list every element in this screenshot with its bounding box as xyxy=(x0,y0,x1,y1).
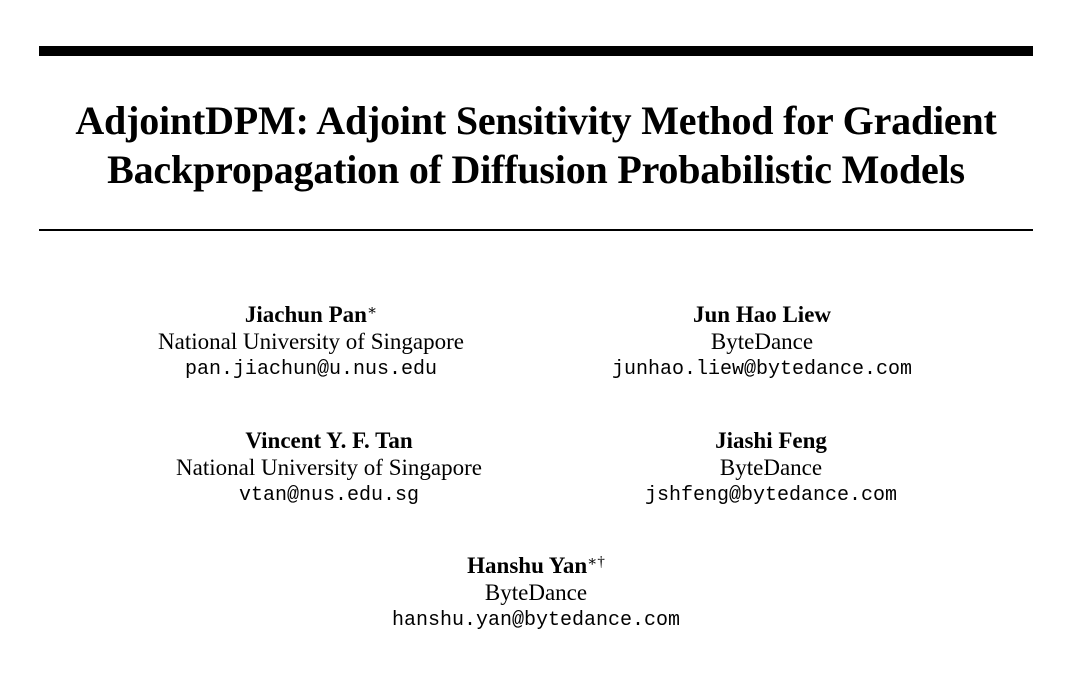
author-footnote-mark: ∗† xyxy=(587,554,605,570)
author-affiliation: National University of Singapore xyxy=(158,329,464,354)
author-footnote-mark: ∗ xyxy=(366,303,378,319)
author-email: pan.jiachun@u.nus.edu xyxy=(184,358,438,381)
author-block-jiashi-feng xyxy=(561,427,981,510)
author-name: Jiachun Pan∗ xyxy=(244,302,378,327)
title-top-rule xyxy=(39,46,1033,56)
author-affiliation: ByteDance xyxy=(710,329,814,354)
author-name: Vincent Y. F. Tan xyxy=(245,428,413,453)
author-email: hanshu.yan@bytedance.com xyxy=(391,609,681,632)
author-block-jiachun-pan xyxy=(101,301,521,384)
author-affiliation: ByteDance xyxy=(719,455,823,480)
author-affiliation: ByteDance xyxy=(484,580,588,605)
paper-title xyxy=(0,96,1072,194)
author-email: junhao.liew@bytedance.com xyxy=(611,358,913,381)
author-email: vtan@nus.edu.sg xyxy=(238,484,420,507)
title-line-2: Backpropagation of Diffusion Probabilistic Models xyxy=(107,147,965,192)
author-email: jshfeng@bytedance.com xyxy=(644,484,898,507)
author-name: Jiashi Feng xyxy=(715,428,827,453)
author-block-hanshu-yan xyxy=(326,552,746,635)
author-affiliation: National University of Singapore xyxy=(176,455,482,480)
author-name: Hanshu Yan∗† xyxy=(467,553,605,578)
title-bottom-rule xyxy=(39,229,1033,231)
author-block-jun-hao-liew xyxy=(552,301,972,384)
author-name: Jun Hao Liew xyxy=(692,302,832,327)
title-line-1: AdjointDPM: Adjoint Sensitivity Method for Gradient xyxy=(75,98,997,143)
author-block-vincent-tan xyxy=(119,427,539,510)
